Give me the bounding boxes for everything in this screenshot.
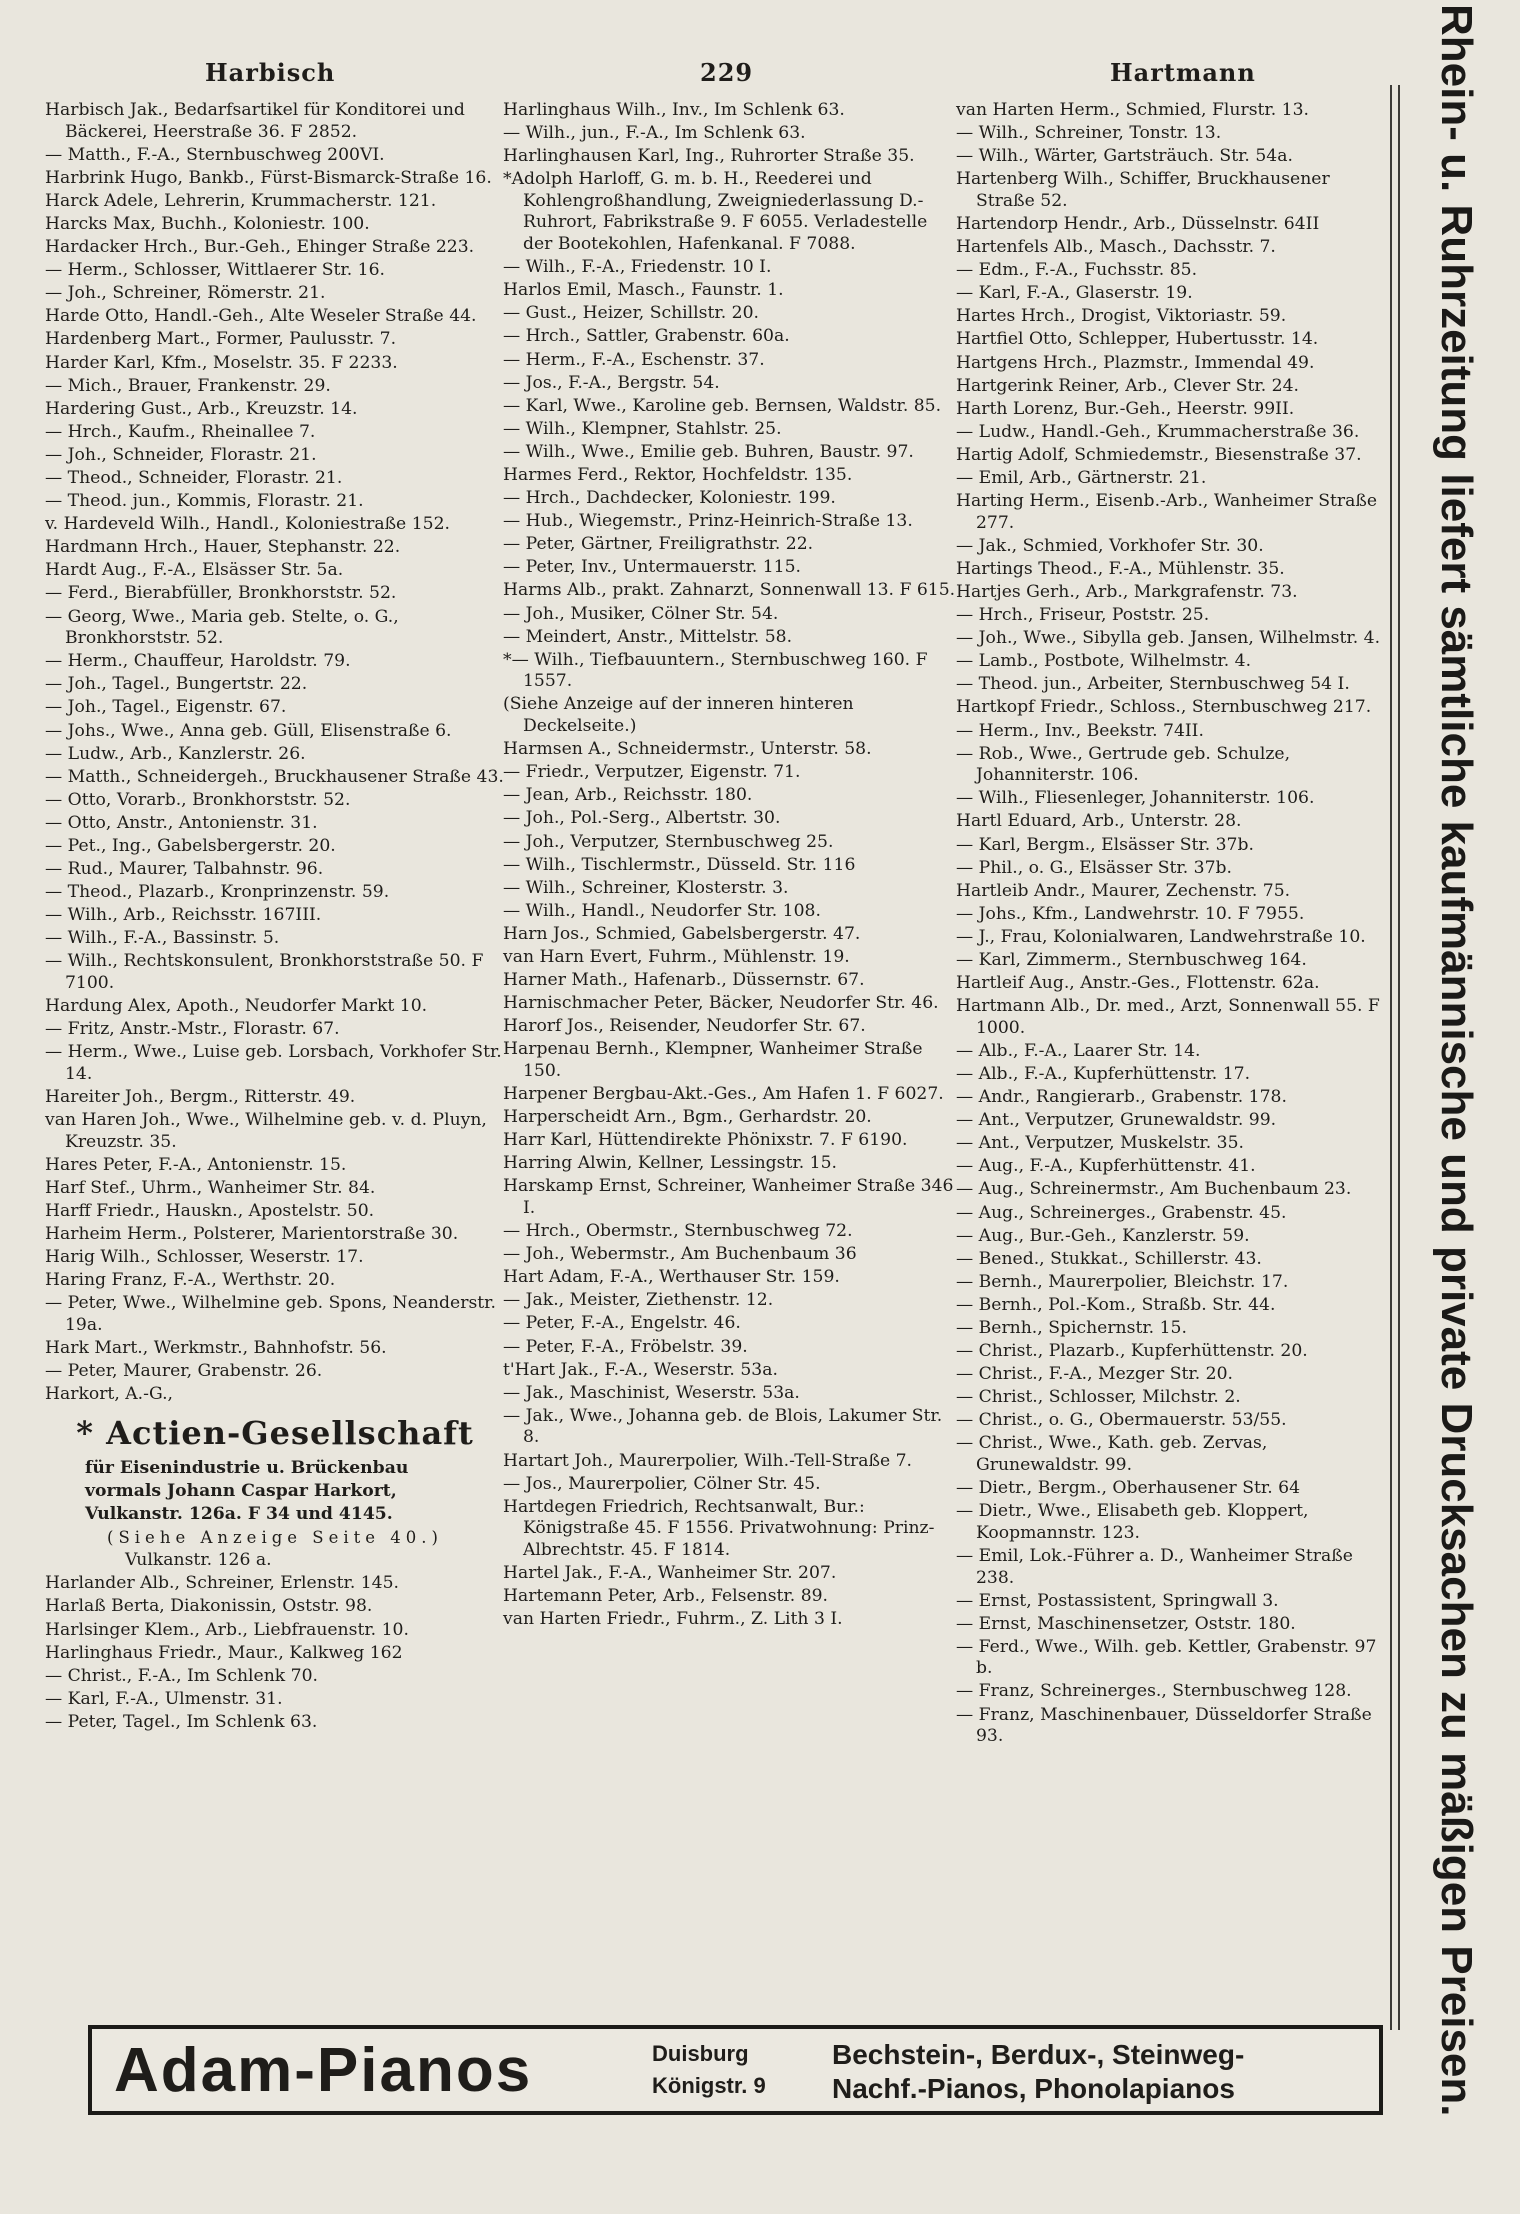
directory-entry: — Wilh., Schreiner, Klosterstr. 3.	[503, 877, 789, 898]
page-number: 229	[700, 58, 754, 87]
directory-entry: — Herm., Schlosser, Wittlaerer Str. 16.	[45, 260, 386, 281]
directory-entry: Harperscheidt Arn., Bgm., Gerhardstr. 20.	[503, 1107, 872, 1128]
directory-entry: van Harten Friedr., Fuhrm., Z. Lith 3 I.	[503, 1609, 843, 1630]
directory-entry: van Harn Evert, Fuhrm., Mühlenstr. 19.	[503, 946, 850, 967]
directory-entry: — Joh., Wwe., Sibylla geb. Jansen, Wilhelmstr. 4.	[956, 628, 1381, 649]
directory-entry: — Meindert, Anstr., Mittelstr. 58.	[503, 626, 793, 647]
directory-entry: — Lamb., Postbote, Wilhelmstr. 4.	[956, 651, 1252, 672]
directory-entry: Harck Adele, Lehrerin, Krummacherstr. 121.	[45, 190, 437, 211]
directory-entry: Hardacker Hrch., Bur.-Geh., Ehinger Straße 223.	[45, 237, 475, 258]
directory-entry: — Karl, Bergm., Elsässer Str. 37b.	[956, 834, 1254, 855]
directory-entry: Hart Adam, F.-A., Werthauser Str. 159.	[503, 1267, 840, 1288]
directory-entry: — Christ., Plazarb., Kupferhüttenstr. 20.	[956, 1341, 1308, 1362]
directory-entry: — Jak., Schmied, Vorkhofer Str. 30.	[956, 535, 1264, 556]
directory-entry: — Wilh., Wärter, Gartsträuch. Str. 54a.	[956, 146, 1293, 167]
ad-street: Königstr. 9	[652, 2073, 766, 2098]
directory-entry: Harcks Max, Buchh., Koloniestr. 100.	[45, 213, 370, 234]
directory-entry: Hartenberg Wilh., Schiffer, Bruckhausener Straße 52.	[956, 169, 1330, 211]
directory-entry: — Wilh., Wwe., Emilie geb. Buhren, Baustr. 97.	[503, 441, 914, 462]
directory-entry: — Christ., o. G., Obermauerstr. 53/55.	[956, 1410, 1287, 1431]
directory-entry: — Joh., Verputzer, Sternbuschweg 25.	[503, 831, 834, 852]
directory-entry: Hardmann Hrch., Hauer, Stephanstr. 22.	[45, 537, 401, 558]
directory-entry: Hardt Aug., F.-A., Elsässer Str. 5a.	[45, 560, 344, 581]
directory-entry: — Ernst, Maschinensetzer, Oststr. 180.	[956, 1613, 1296, 1634]
directory-entry: — Wilh., Fliesenleger, Johanniterstr. 106.	[956, 788, 1315, 809]
directory-entry: — Peter, Wwe., Wilhelmine geb. Spons, Neanderstr. 19a.	[45, 1293, 496, 1335]
footer-advertisement	[88, 2025, 1383, 2115]
ad-brand: Adam-Pianos	[114, 2036, 533, 2105]
directory-entry: — Joh., Tagel., Eigenstr. 67.	[45, 697, 287, 718]
directory-entry: Hartfiel Otto, Schlepper, Hubertusstr. 14.	[956, 329, 1319, 350]
directory-entry: — Gust., Heizer, Schillstr. 20.	[503, 303, 759, 324]
directory-entry: — Otto, Vorarb., Bronkhorststr. 52.	[45, 789, 351, 810]
directory-entry: Harff Friedr., Hauskn., Apostelstr. 50.	[45, 1201, 375, 1221]
directory-entry: Hartenfels Alb., Masch., Dachsstr. 7.	[956, 237, 1276, 258]
directory-entry: — Pet., Ing., Gabelsbergerstr. 20.	[45, 836, 336, 856]
directory-entry: Harlaß Berta, Diakonissin, Oststr. 98.	[45, 1596, 373, 1617]
directory-entry: — Herm., Wwe., Luise geb. Lorsbach, Vorkhofer Str. 14.	[45, 1042, 502, 1084]
directory-entry: (Siehe Anzeige auf der inneren hinteren Deckelseite.)	[503, 694, 854, 737]
directory-entry: — Jos., F.-A., Bergstr. 54.	[503, 372, 720, 393]
directory-entry: Hartgerink Reiner, Arb., Clever Str. 24.	[956, 375, 1299, 396]
directory-entry: Harlinghaus Wilh., Inv., Im Schlenk 63.	[503, 100, 845, 120]
directory-entry: — Peter, Inv., Untermauerstr. 115.	[503, 557, 801, 578]
directory-entry: — Christ., F.-A., Im Schlenk 70.	[45, 1665, 318, 1686]
directory-entry: — Jos., Maurerpolier, Cölner Str. 45.	[503, 1473, 821, 1494]
directory-entry: — Alb., F.-A., Kupferhüttenstr. 17.	[956, 1063, 1251, 1084]
harkort-line1: für Eisenindustrie u. Brückenbau	[85, 1457, 409, 1478]
directory-entry: — Friedr., Verputzer, Eigenstr. 71.	[503, 762, 801, 783]
directory-entry: — Peter, F.-A., Fröbelstr. 39.	[503, 1336, 748, 1357]
directory-entry: — Aug., Schreinerges., Grabenstr. 45.	[956, 1202, 1287, 1223]
directory-entry: Harlos Emil, Masch., Faunstr. 1.	[503, 280, 784, 301]
directory-entry: — Aug., Bur.-Geh., Kanzlerstr. 59.	[956, 1225, 1250, 1246]
directory-entry: — Alb., F.-A., Laarer Str. 14.	[956, 1040, 1201, 1061]
directory-entry: Harorf Jos., Reisender, Neudorfer Str. 67.	[503, 1016, 866, 1037]
directory-entry: — Wilh., Schreiner, Tonstr. 13.	[956, 123, 1222, 144]
directory-entry: — Christ., F.-A., Mezger Str. 20.	[956, 1364, 1233, 1385]
directory-entry: — Peter, Gärtner, Freiligrathstr. 22.	[503, 534, 814, 555]
directory-entry: — Fritz, Anstr.-Mstr., Florastr. 67.	[45, 1019, 340, 1040]
directory-entry: — Wilh., F.-A., Bassinstr. 5.	[45, 928, 280, 949]
directory-entry: Harpener Bergbau-Akt.-Ges., Am Hafen 1. F 6027.	[503, 1084, 944, 1105]
directory-entry: Hartart Joh., Maurerpolier, Wilh.-Tell-Straße 7.	[503, 1450, 913, 1471]
ad-city: Duisburg	[652, 2041, 749, 2066]
directory-entry: Hartjes Gerh., Arb., Markgrafenstr. 73.	[956, 581, 1298, 602]
directory-entry: — Wilh., jun., F.-A., Im Schlenk 63.	[503, 123, 806, 144]
directory-entry: — Bernh., Pol.-Kom., Straßb. Str. 44.	[956, 1294, 1276, 1315]
directory-entry: t'Hart Jak., F.-A., Weserstr. 53a.	[503, 1359, 778, 1380]
vertical-rule	[1398, 85, 1400, 2030]
directory-entry: — Joh., Pol.-Serg., Albertstr. 30.	[503, 808, 781, 829]
directory-entry: — Bernh., Maurerpolier, Bleichstr. 17.	[956, 1271, 1289, 1292]
directory-entry: — Ferd., Bierabfüller, Bronkhorststr. 52.	[45, 583, 397, 604]
directory-entry: — Joh., Tagel., Bungertstr. 22.	[45, 674, 308, 695]
directory-entry: — Andr., Rangierarb., Grabenstr. 178.	[956, 1087, 1287, 1108]
directory-entry: — Herm., Inv., Beekstr. 74II.	[956, 720, 1204, 741]
sidebar-advertisement	[1406, 3, 1506, 2117]
directory-entry: Hark Mart., Werkmstr., Bahnhofstr. 56.	[45, 1338, 387, 1359]
directory-entry: — Karl, Zimmerm., Sternbuschweg 164.	[956, 949, 1307, 970]
directory-entry: Hartel Jak., F.-A., Wanheimer Str. 207.	[503, 1563, 837, 1583]
directory-entry: — Wilh., Handl., Neudorfer Str. 108.	[503, 900, 821, 921]
header-left: Harbisch	[205, 58, 336, 87]
directory-entry: Harf Stef., Uhrm., Wanheimer Str. 84.	[45, 1177, 376, 1198]
directory-entry: Harting Herm., Eisenb.-Arb., Wanheimer Straße 277.	[956, 491, 1378, 533]
directory-entry: — Wilh., Klempner, Stahlstr. 25.	[503, 418, 782, 439]
directory-entry: — Johs., Wwe., Anna geb. Güll, Elisenstraße 6.	[45, 720, 452, 741]
directory-entry: — Peter, F.-A., Engelstr. 46.	[503, 1313, 741, 1334]
directory-entry: Hareiter Joh., Bergm., Ritterstr. 49.	[45, 1087, 356, 1108]
directory-entry: — Ludw., Arb., Kanzlerstr. 26.	[45, 743, 306, 764]
directory-entry: Hartes Hrch., Drogist, Viktoriastr. 59.	[956, 306, 1287, 327]
directory-entry: — Jak., Maschinist, Weserstr. 53a.	[503, 1382, 800, 1403]
directory-entry: — Ant., Verputzer, Muskelstr. 35.	[956, 1133, 1244, 1154]
harkort-note: (Siehe Anzeige Seite 40.)	[107, 1528, 443, 1548]
directory-entry: Harring Alwin, Kellner, Lessingstr. 15.	[503, 1153, 837, 1174]
directory-entry: — Peter, Maurer, Grabenstr. 26.	[45, 1361, 323, 1382]
directory-entry: — Johs., Kfm., Landwehrstr. 10. F 7955.	[956, 903, 1305, 924]
directory-entry: Harheim Herm., Polsterer, Marientorstraße 30.	[45, 1224, 459, 1245]
sidebar-ad-text: Rhein- u. Ruhrzeitung liefert sämtliche kaufmännische und private Drucksachen zu mäßigen Preisen.	[1432, 3, 1481, 2117]
directory-entry: — Rob., Wwe., Gertrude geb. Schulze, Johanniterstr. 106.	[956, 743, 1291, 786]
directory-entry: — Wilh., F.-A., Friedenstr. 10 I.	[503, 257, 772, 278]
directory-entry: — Herm., Chauffeur, Haroldstr. 79.	[45, 651, 351, 672]
harkort-after: Vulkanstr. 126 a.	[125, 1550, 272, 1571]
directory-entry: *— Wilh., Tiefbauuntern., Sternbuschweg 160. F 1557.	[503, 649, 928, 692]
directory-entry: Harde Otto, Handl.-Geh., Alte Weseler Straße 44.	[45, 306, 477, 327]
ad-line-1: Bechstein-, Berdux-, Steinweg-	[832, 2039, 1245, 2070]
directory-entry: — Karl, F.-A., Ulmenstr. 31.	[45, 1688, 283, 1709]
directory-entry: Harlsinger Klem., Arb., Liebfrauenstr. 10.	[45, 1619, 409, 1640]
directory-entry: Harmsen A., Schneidermstr., Unterstr. 58.	[503, 739, 872, 760]
directory-entry: — Ant., Verputzer, Grunewaldstr. 99.	[956, 1110, 1277, 1131]
directory-entry: Hartl Eduard, Arb., Unterstr. 28.	[956, 811, 1242, 832]
directory-entry: Harder Karl, Kfm., Moselstr. 35. F 2233.	[45, 352, 398, 373]
directory-entry: — Matth., Schneidergeh., Bruckhausener Straße 43.	[45, 766, 504, 787]
directory-entry: — Hrch., Dachdecker, Koloniestr. 199.	[503, 488, 836, 509]
directory-entry: Harskamp Ernst, Schreiner, Wanheimer Straße 346 I.	[503, 1176, 954, 1218]
directory-entry: — Joh., Schreiner, Römerstr. 21.	[45, 283, 326, 304]
directory-entry: Hartleif Aug., Anstr.-Ges., Flottenstr. 62a.	[956, 973, 1320, 994]
directory-entry: — Hrch., Friseur, Poststr. 25.	[956, 605, 1210, 626]
directory-entry: Harpenau Bernh., Klempner, Wanheimer Straße 150.	[503, 1039, 923, 1081]
directory-entry: Harms Alb., prakt. Zahnarzt, Sonnenwall 13. F 615.	[503, 580, 956, 601]
directory-entry: van Harten Herm., Schmied, Flurstr. 13.	[956, 100, 1310, 120]
directory-entry: *Adolph Harloff, G. m. b. H., Reederei und Kohlengroßhandlung, Zweigniederlassung D.-Ruhrort, Fabrikstraße 9. F 6055. Verladestelle der Bootekohlen, Hafenkanal. F 7088.	[503, 169, 928, 255]
directory-entry: — Aug., Schreinermstr., Am Buchenbaum 23.	[956, 1179, 1352, 1200]
directory-entry: Hares Peter, F.-A., Antonienstr. 15.	[45, 1154, 347, 1175]
ad-line-2: Nachf.-Pianos, Phonolapianos	[832, 2073, 1235, 2104]
directory-entry: Hartgens Hrch., Plazmstr., Immendal 49.	[956, 352, 1315, 373]
directory-entry: — Wilh., Rechtskonsulent, Bronkhorststraße 50. F 7100.	[45, 951, 484, 994]
directory-entry: Harlinghausen Karl, Ing., Ruhrorter Straße 35.	[503, 146, 915, 167]
directory-entry: Hartemann Peter, Arb., Felsenstr. 89.	[503, 1586, 829, 1607]
directory-entry: Hartig Adolf, Schmiedemstr., Biesenstraße 37.	[956, 444, 1362, 465]
directory-entry: Harkort, A.-G.,	[45, 1384, 173, 1405]
directory-entry: — Ernst, Postassistent, Springwall 3.	[956, 1590, 1279, 1611]
directory-entry: — Karl, F.-A., Glaserstr. 19.	[956, 283, 1193, 304]
directory-entry: — Ludw., Handl.-Geh., Krummacherstraße 36.	[956, 421, 1360, 442]
directory-entry: — Karl, Wwe., Karoline geb. Bernsen, Waldstr. 85.	[503, 395, 942, 416]
vertical-rule	[1390, 85, 1392, 2030]
directory-entry: — Ferd., Wwe., Wilh. geb. Kettler, Grabenstr. 97 b.	[956, 1636, 1377, 1679]
directory-entry: — Christ., Schlosser, Milchstr. 2.	[956, 1387, 1241, 1408]
directory-entry: Harn Jos., Schmied, Gabelsbergerstr. 47.	[503, 923, 861, 944]
directory-entry: Harner Math., Hafenarb., Düssernstr. 67.	[503, 970, 865, 991]
directory-entry: — Matth., F.-A., Sternbuschweg 200VI.	[45, 144, 385, 165]
directory-entry: — Joh., Schneider, Florastr. 21.	[45, 444, 317, 465]
directory-entry: — Jak., Wwe., Johanna geb. de Blois, Lakumer Str. 8.	[503, 1405, 943, 1448]
directory-entry: Harig Wilh., Schlosser, Weserstr. 17.	[45, 1247, 364, 1268]
directory-entry: — Joh., Webermstr., Am Buchenbaum 36	[503, 1244, 857, 1265]
header-right: Hartmann	[1110, 58, 1256, 87]
directory-entry: Hardenberg Mart., Former, Paulusstr. 7.	[45, 329, 397, 350]
directory-entry: Harmes Ferd., Rektor, Hochfeldstr. 135.	[503, 465, 853, 485]
directory-entry: — Bened., Stukkat., Schillerstr. 43.	[956, 1248, 1262, 1269]
directory-entry: Hartings Theod., F.-A., Mühlenstr. 35.	[956, 558, 1285, 579]
directory-entry: — Theod., Plazarb., Kronprinzenstr. 59.	[45, 882, 390, 903]
directory-entry: Hartmann Alb., Dr. med., Arzt, Sonnenwall 55. F 1000.	[956, 996, 1380, 1038]
directory-entry: v. Hardeveld Wilh., Handl., Koloniestraße 152.	[45, 514, 450, 535]
column-2	[503, 100, 958, 1632]
directory-entry: — Theod. jun., Kommis, Florastr. 21.	[45, 491, 364, 512]
directory-entry: Harlinghaus Friedr., Maur., Kalkweg 162	[45, 1642, 403, 1663]
harkort-line2: vormals Johann Caspar Harkort,	[85, 1480, 397, 1501]
directory-entry: — Franz, Schreinerges., Sternbuschweg 128.	[956, 1681, 1352, 1702]
directory-entry: — Wilh., Tischlermstr., Düsseld. Str. 116	[503, 854, 856, 875]
directory-entry: — Otto, Anstr., Antonienstr. 31.	[45, 812, 318, 833]
directory-entry: — Peter, Tagel., Im Schlenk 63.	[45, 1711, 318, 1732]
directory-entry: — Hrch., Obermstr., Sternbuschweg 72.	[503, 1221, 853, 1242]
directory-entry: — Hrch., Kaufm., Rheinallee 7.	[45, 421, 316, 442]
directory-entry: — Hub., Wiegemstr., Prinz-Heinrich-Straße 13.	[503, 511, 913, 532]
directory-entry: — Herm., F.-A., Eschenstr. 37.	[503, 349, 765, 370]
directory-entry: — Georg, Wwe., Maria geb. Stelte, o. G., Bronkhorststr. 52.	[45, 606, 399, 649]
directory-entry: — Dietr., Wwe., Elisabeth geb. Kloppert, Koopmannstr. 123.	[956, 1501, 1309, 1543]
harkort-title: * Actien-Gesellschaft	[76, 1413, 474, 1452]
directory-entry: — Theod., Schneider, Florastr. 21.	[45, 468, 343, 488]
directory-entry: — J., Frau, Kolonialwaren, Landwehrstraße 10.	[956, 926, 1366, 947]
directory-entry: — Christ., Wwe., Kath. geb. Zervas, Grunewaldstr. 99.	[956, 1433, 1268, 1476]
directory-entry: — Emil, Arb., Gärtnerstr. 21.	[956, 468, 1207, 488]
directory-entry: — Dietr., Bergm., Oberhausener Str. 64	[956, 1478, 1301, 1499]
directory-entry: Harr Karl, Hüttendirekte Phönixstr. 7. F 6190.	[503, 1130, 908, 1151]
directory-entry: — Franz, Maschinenbauer, Düsseldorfer Straße 93.	[956, 1704, 1372, 1747]
directory-entry: — Jak., Meister, Ziethenstr. 12.	[503, 1290, 774, 1311]
directory-entry: Hartdegen Friedrich, Rechtsanwalt, Bur.: Königstraße 45. F 1556. Privatwohnung: Prinz-Albrechtstr. 45. F 1814.	[503, 1496, 935, 1560]
directory-entry: — Theod. jun., Arbeiter, Sternbuschweg 54 I.	[956, 674, 1350, 695]
column-3	[956, 100, 1386, 1749]
directory-entry: — Edm., F.-A., Fuchsstr. 85.	[956, 260, 1198, 281]
directory-entry: — Rud., Maurer, Talbahnstr. 96.	[45, 859, 324, 880]
directory-entry: Hardung Alex, Apoth., Neudorfer Markt 10.	[45, 996, 428, 1017]
directory-entry: Harth Lorenz, Bur.-Geh., Heerstr. 99II.	[956, 398, 1295, 419]
harkort-line3: Vulkanstr. 126a. F 34 und 4145.	[85, 1504, 393, 1525]
directory-entry: Harbisch Jak., Bedarfsartikel für Konditorei und Bäckerei, Heerstraße 36. F 2852.	[45, 100, 465, 142]
directory-entry: Hartleib Andr., Maurer, Zechenstr. 75.	[956, 880, 1291, 901]
directory-entry: Harbrink Hugo, Bankb., Fürst-Bismarck-Straße 16.	[45, 167, 492, 188]
directory-entry: — Wilh., Arb., Reichsstr. 167III.	[45, 905, 322, 926]
directory-entry: — Mich., Brauer, Frankenstr. 29.	[45, 375, 331, 396]
column-1	[45, 100, 505, 1735]
directory-entry: — Bernh., Spichernstr. 15.	[956, 1317, 1187, 1338]
directory-entry: Haring Franz, F.-A., Werthstr. 20.	[45, 1270, 336, 1291]
directory-entry: Hardering Gust., Arb., Kreuzstr. 14.	[45, 398, 358, 419]
directory-entry: Hartkopf Friedr., Schloss., Sternbuschweg 217.	[956, 697, 1372, 718]
directory-entry: Harlander Alb., Schreiner, Erlenstr. 145.	[45, 1573, 400, 1594]
directory-entry: — Hrch., Sattler, Grabenstr. 60a.	[503, 326, 790, 347]
directory-entry: Hartendorp Hendr., Arb., Düsselnstr. 64II	[956, 213, 1320, 234]
directory-entry: — Jean, Arb., Reichsstr. 180.	[503, 785, 753, 806]
directory-entry: — Joh., Musiker, Cölner Str. 54.	[503, 603, 779, 624]
directory-entry: Harnischmacher Peter, Bäcker, Neudorfer Str. 46.	[503, 993, 939, 1014]
directory-entry: — Emil, Lok.-Führer a. D., Wanheimer Straße 238.	[956, 1545, 1353, 1588]
directory-entry: — Aug., F.-A., Kupferhüttenstr. 41.	[956, 1156, 1256, 1177]
directory-entry: — Phil., o. G., Elsässer Str. 37b.	[956, 857, 1233, 878]
directory-entry: van Haren Joh., Wwe., Wilhelmine geb. v. d. Pluyn, Kreuzstr. 35.	[45, 1110, 487, 1152]
